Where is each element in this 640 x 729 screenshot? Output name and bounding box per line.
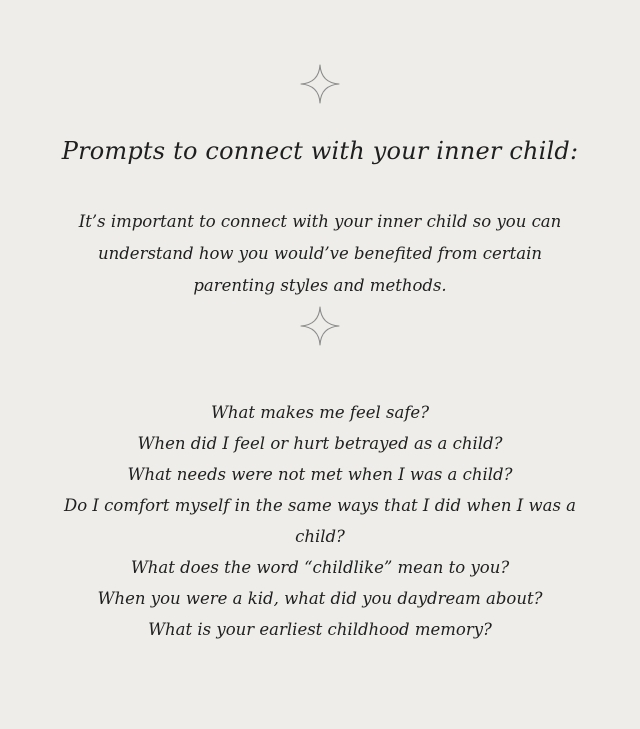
intro-paragraph: It’s important to connect with your inner child so you can understand how you would’ve benefited from certain parenting styles and methods. [78, 212, 562, 295]
page-title: Prompts to connect with your inner child: [61, 137, 579, 165]
four-point-star-icon [299, 305, 341, 347]
list-item: Do I comfort myself in the same ways that I did when I was a child? [63, 496, 577, 546]
list-item: What does the word “childlike” mean to you? [130, 558, 510, 577]
list-item: What makes me feel safe? [210, 403, 430, 422]
list-item: What is your earliest childhood memory? [148, 620, 492, 639]
list-item: What needs were not met when I was a child? [127, 465, 513, 484]
list-item: When did I feel or hurt betrayed as a child? [137, 434, 503, 453]
prompt-list [40, 397, 600, 645]
list-item: When you were a kid, what did you daydream about? [97, 589, 543, 608]
four-point-star-icon [299, 63, 341, 105]
